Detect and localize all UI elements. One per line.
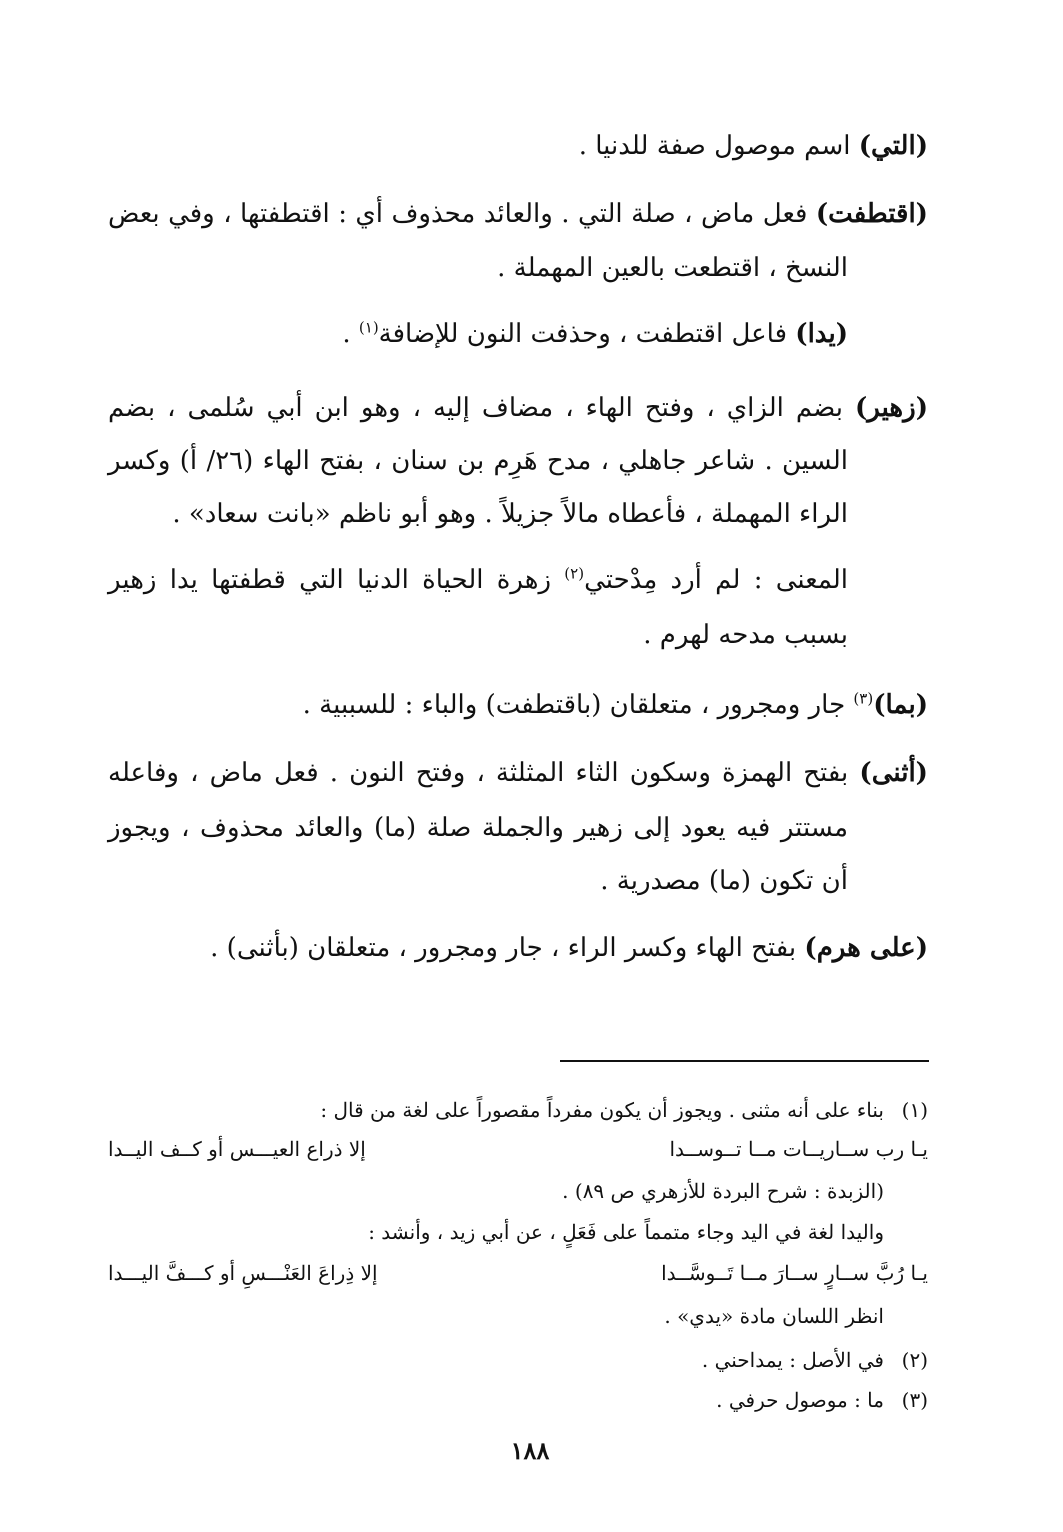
footnote-2 <box>702 1346 928 1374</box>
verse-hemistich-second: إلا ذِراعَ العَنْـــسِ أو كـــفَّ اليـــدا <box>108 1261 378 1285</box>
footnote-1-verse-2 <box>108 1259 928 1287</box>
entry-ala-harim <box>210 930 928 966</box>
footnote-text: بناء على أنه مثنى . ويجوز أن يكون مفرداً مقصوراً على لغة من قال : <box>320 1098 884 1122</box>
entry-text: المعنى : لم أرد مِدْحتي <box>584 565 848 595</box>
entry-keyword: (يدا) <box>795 319 848 349</box>
entry-text: اسم موصول صفة للدنيا . <box>578 131 859 161</box>
footnote-1-line-3 <box>368 1218 884 1246</box>
entry-zuhair-cont-2 <box>172 496 848 532</box>
entry-text-tail: . <box>342 319 359 349</box>
footnote-number: (٣) <box>901 1388 928 1412</box>
entry-text: بضم الزاي ، وفتح الهاء ، مضاف إليه ، وهو ابن أبي سُلمى ، بضم <box>108 393 855 423</box>
page-number: ١٨٨ <box>510 1436 550 1465</box>
footnote-text: انظر اللسان مادة «يدي» . <box>664 1304 884 1328</box>
footnote-ref-2: (٢) <box>564 564 585 583</box>
entry-zuhair-cont-1 <box>108 443 848 479</box>
entry-keyword: (أثنى) <box>859 758 928 788</box>
footnote-3 <box>716 1386 928 1414</box>
entry-iqtatafat <box>108 196 928 232</box>
footnote-number: (١) <box>901 1098 928 1122</box>
entry-text: بفتح الهاء وكسر الراء ، جار ومجرور ، متعلقان (بأثنى) . <box>210 933 805 963</box>
entry-keyword: (التي) <box>858 131 928 161</box>
entry-athna-cont-2 <box>600 863 848 899</box>
entry-keyword: (بما) <box>873 690 928 720</box>
footnote-ref-1: (١) <box>358 318 379 337</box>
footnote-separator <box>560 1060 929 1062</box>
entry-text: أن تكون (ما) مصدرية . <box>600 866 848 896</box>
entry-allati <box>579 128 928 164</box>
entry-yada <box>342 316 848 352</box>
entry-keyword: (زهير) <box>854 393 928 423</box>
entry-text: مستتر فيه يعود إلى زهير والجملة صلة (ما) والعائد محذوف ، ويجوز <box>108 813 848 843</box>
entry-text-tail: زهرة الحياة الدنيا التي قطفتها يدا زهير <box>108 565 565 595</box>
entry-athna-cont-1 <box>108 810 848 846</box>
footnote-1-line-2 <box>562 1177 884 1205</box>
entry-bima <box>303 687 928 723</box>
entry-text: الراء المهملة ، فأعطاه مالاً جزيلاً . وهو أبو ناظم «بانت سعاد» . <box>172 499 848 529</box>
footnote-1 <box>320 1096 928 1124</box>
footnote-1-line-4 <box>664 1302 884 1330</box>
entry-text: فاعل اقتطفت ، وحذفت النون للإضافة <box>378 319 796 349</box>
entry-text-tail: جار ومجرور ، متعلقان (باقتطفت) والباء : للسببية . <box>302 690 854 720</box>
verse-hemistich-first: يـا رب ســاريــات مــا تــوســدا <box>669 1137 928 1161</box>
entry-text: بسبب مدحه لهرم . <box>643 620 848 650</box>
entry-keyword: (على هرم) <box>804 933 928 963</box>
entry-text: بفتح الهمزة وسكون الثاء المثلثة ، وفتح النون . فعل ماض ، وفاعله <box>108 758 860 788</box>
entry-text: النسخ ، اقتطعت بالعين المهملة . <box>497 253 848 283</box>
verse-hemistich-first: يـا رُبَّ ســارٍ ســارَ مــا تَــوسَّــدا <box>661 1261 928 1285</box>
entry-keyword: (اقتطفت) <box>815 199 928 229</box>
entry-athna <box>108 755 928 791</box>
verse-hemistich-second: إلا ذراع العيـــس أو كــف اليــدا <box>108 1137 366 1161</box>
footnote-number: (٢) <box>901 1348 928 1372</box>
footnote-text: واليدا لغة في اليد وجاء متمماً على فَعَلٍ ، عن أبي زيد ، وأنشد : <box>368 1220 884 1244</box>
footnote-text: في الأصل : يمداحني . <box>701 1348 884 1372</box>
footnote-1-verse-1 <box>108 1135 928 1163</box>
entry-zuhair <box>108 390 928 426</box>
meaning-paragraph-cont <box>643 617 848 653</box>
footnote-ref-3: (٣) <box>853 689 874 708</box>
entry-text: فعل ماض ، صلة التي . والعائد محذوف أي : اقتطفتها ، وفي بعض <box>108 199 816 229</box>
entry-text: السين . شاعر جاهلي ، مدح هَرِم بن سنان ، بفتح الهاء (٢٦/ أ) وكسر <box>108 446 848 476</box>
footnote-text: ما : موصول حرفي . <box>716 1388 884 1412</box>
footnote-text: (الزبدة : شرح البردة للأزهري ص ٨٩) . <box>562 1179 884 1203</box>
entry-iqtatafat-cont <box>497 250 848 286</box>
meaning-paragraph <box>108 562 848 598</box>
